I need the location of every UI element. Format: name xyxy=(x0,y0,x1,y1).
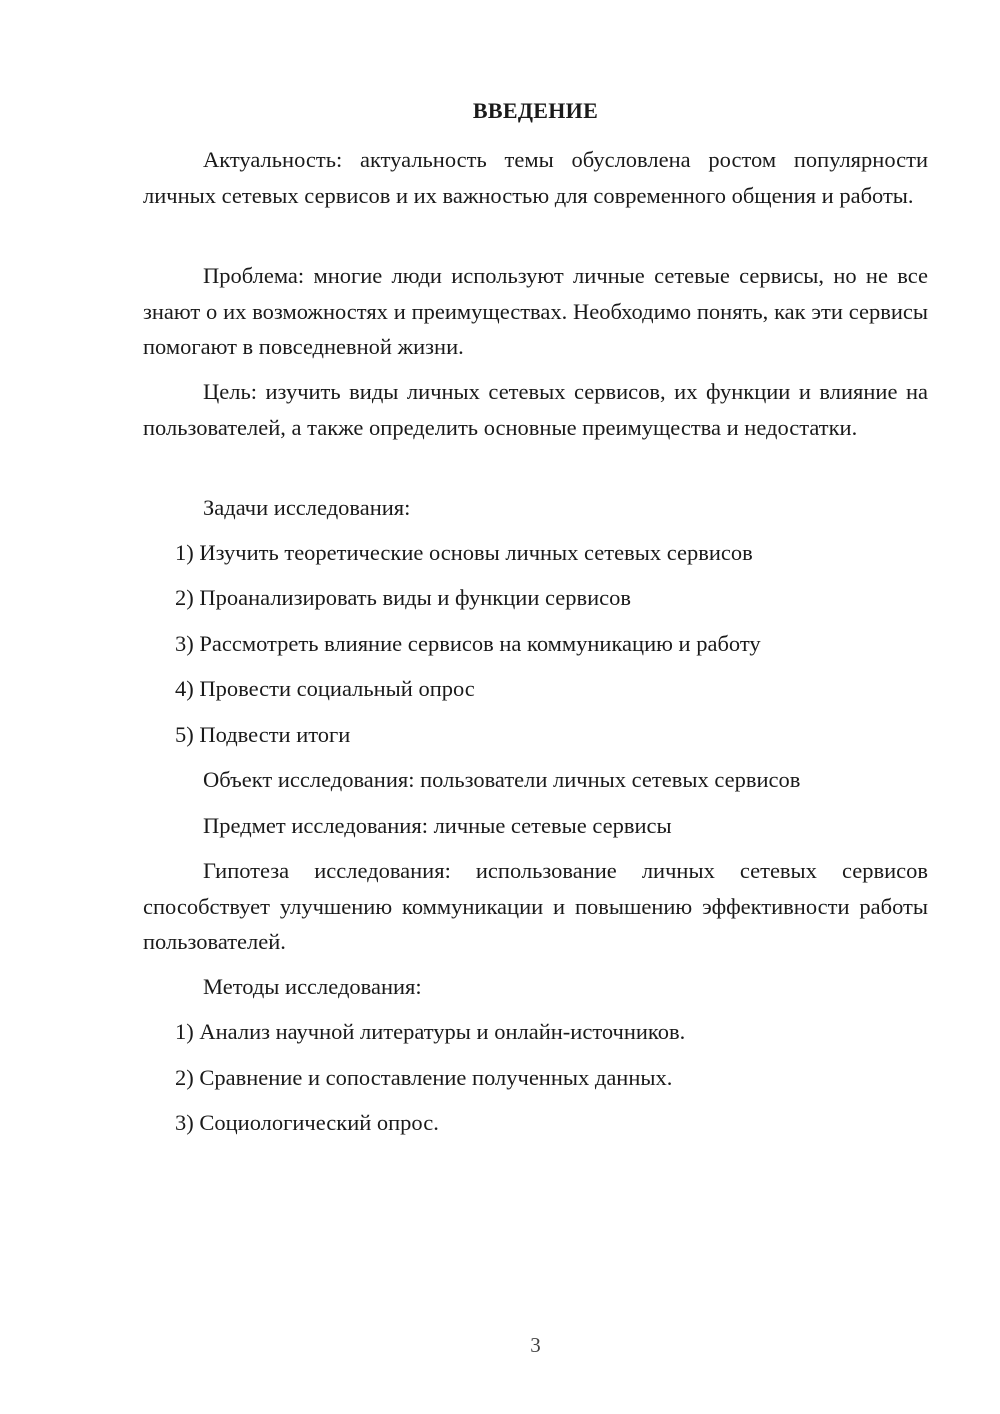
method-item: 3) Социологический опрос. xyxy=(175,1110,439,1135)
object-line: Объект исследования: пользователи личных сетевых сервисов xyxy=(203,767,801,792)
problem-paragraph: Проблема: многие люди используют личные сетевые сервисы, но не все знают о их возможностях и преимуществах. Необходимо понять, как эти сервисы помогают в повседневной жизни. xyxy=(143,263,928,359)
page-number: 3 xyxy=(530,1333,541,1357)
page-title: ВВЕДЕНИЕ xyxy=(472,98,599,123)
subject-line: Предмет исследования: личные сетевые сервисы xyxy=(203,813,672,838)
task-item: 1) Изучить теоретические основы личных сетевых сервисов xyxy=(175,540,753,565)
hypothesis-paragraph: Гипотеза исследования: использование личных сетевых сервисов способствует улучшению коммуникации и повышению эффективности работы пользователей. xyxy=(143,858,928,954)
method-item: 1) Анализ научной литературы и онлайн-источников. xyxy=(175,1019,686,1044)
task-item: 2) Проанализировать виды и функции сервисов xyxy=(175,585,632,610)
task-item: 4) Провести социальный опрос xyxy=(175,676,475,701)
task-item: 5) Подвести итоги xyxy=(175,722,351,747)
method-item: 2) Сравнение и сопоставление полученных данных. xyxy=(175,1065,673,1090)
goal-paragraph: Цель: изучить виды личных сетевых сервисов, их функции и влияние на пользователей, а также определить основные преимущества и недостатки. xyxy=(143,379,928,440)
relevance-paragraph: Актуальность: актуальность темы обусловлена ростом популярности личных сетевых сервисов и их важностью для современного общения и работы. xyxy=(143,147,928,208)
tasks-heading: Задачи исследования: xyxy=(203,495,411,520)
task-item: 3) Рассмотреть влияние сервисов на коммуникацию и работу xyxy=(175,631,761,656)
methods-heading: Методы исследования: xyxy=(203,974,422,999)
document-page xyxy=(143,0,928,1414)
